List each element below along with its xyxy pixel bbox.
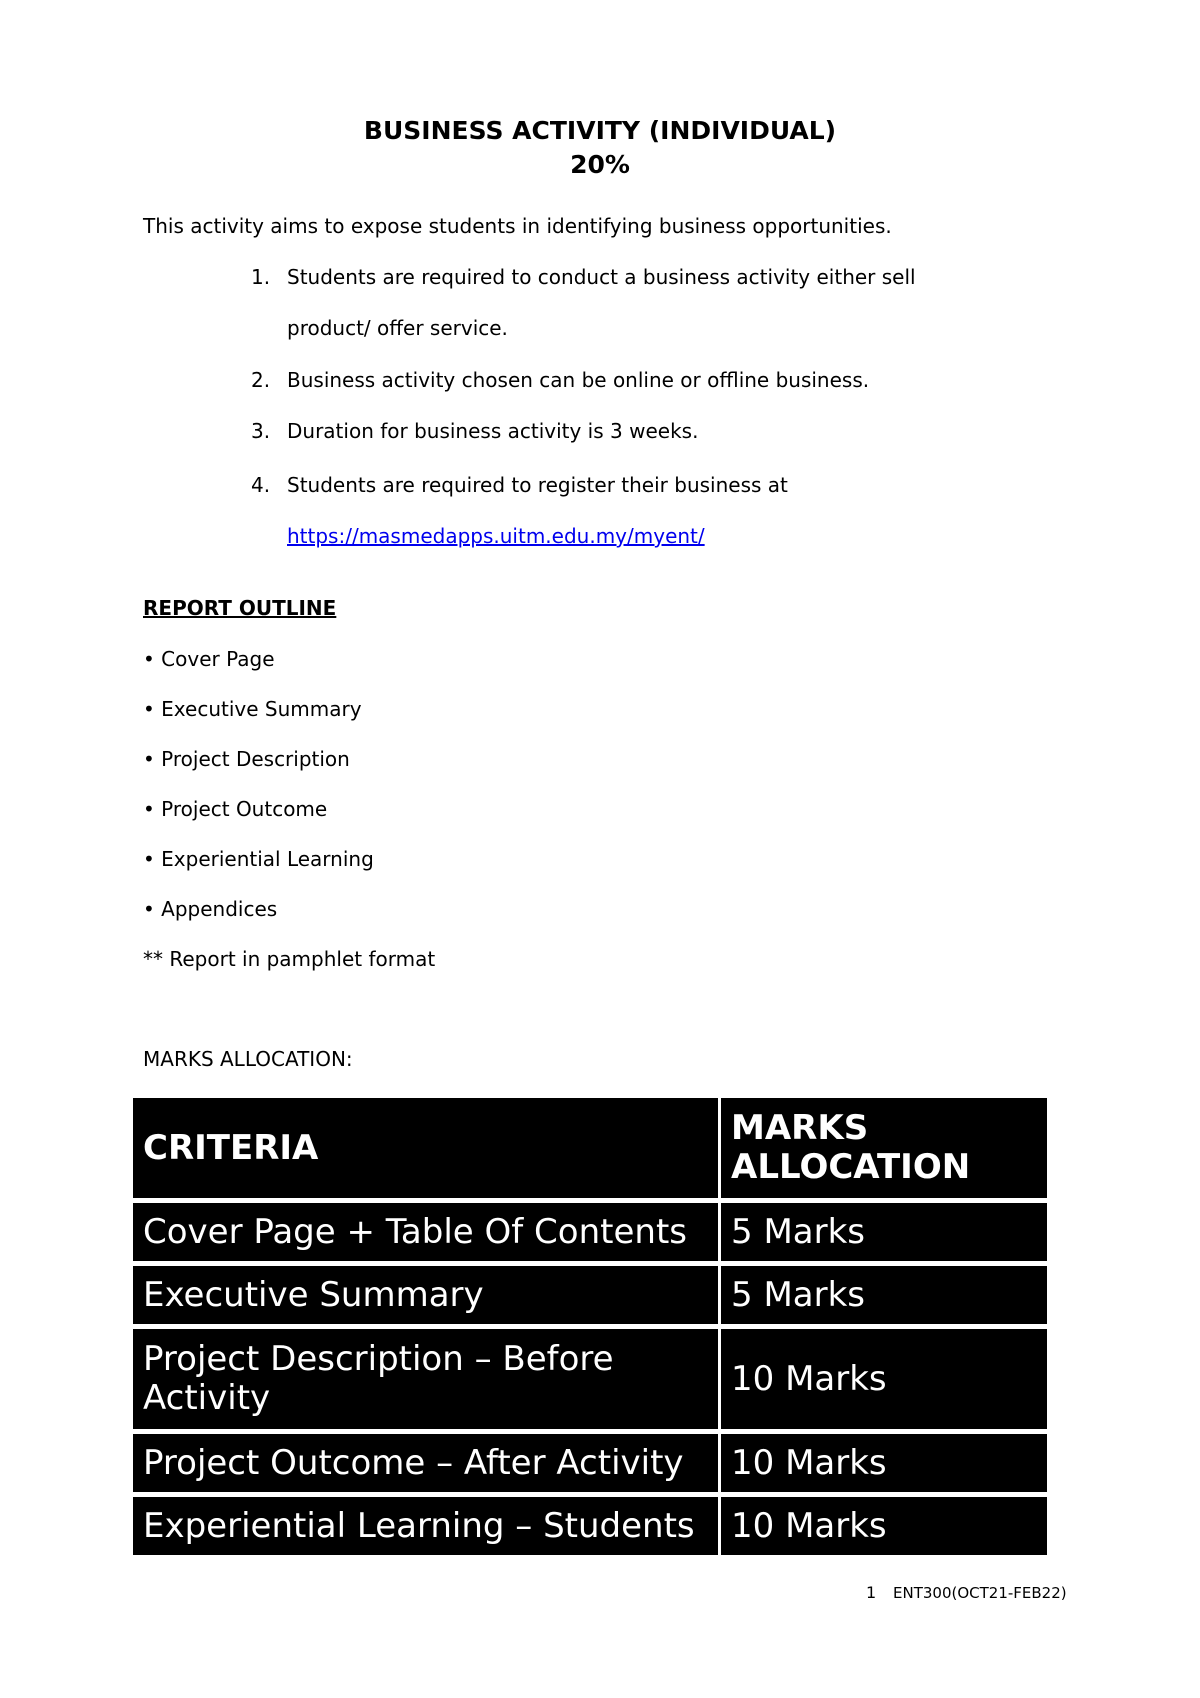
outline-item: • Appendices <box>143 897 278 921</box>
page-number: 1 <box>866 1583 877 1602</box>
criteria-cell: Project Outcome – After Activity <box>133 1434 721 1492</box>
criteria-cell: Cover Page + Table Of Contents <box>133 1203 721 1261</box>
marks-cell: 5 Marks <box>721 1266 1047 1324</box>
header-criteria: CRITERIA <box>133 1098 721 1198</box>
list-text-continuation: product/ offer service. <box>287 316 508 340</box>
outline-item: • Project Outcome <box>143 797 328 821</box>
list-number: 1. <box>251 265 271 289</box>
marks-cell: 10 Marks <box>721 1434 1047 1492</box>
outline-item: • Experiential Learning <box>143 847 374 871</box>
marks-cell: 5 Marks <box>721 1203 1047 1261</box>
list-text: Students are required to register their business at <box>287 473 788 497</box>
marks-cell: 10 Marks <box>721 1497 1047 1555</box>
marks-allocation-table <box>133 1093 1047 1560</box>
course-code: ENT300(OCT21-FEB22) <box>893 1584 1067 1602</box>
list-number: 4. <box>251 473 271 497</box>
document-title: BUSINESS ACTIVITY (INDIVIDUAL) <box>363 116 837 145</box>
marks-allocation-label: MARKS ALLOCATION: <box>143 1047 353 1071</box>
list-number: 3. <box>251 419 271 443</box>
marks-cell: 10 Marks <box>721 1329 1047 1429</box>
table-row <box>133 1329 1047 1429</box>
intro-paragraph: This activity aims to expose students in identifying business opportunities. <box>143 214 892 238</box>
table-row <box>133 1266 1047 1324</box>
registration-link[interactable]: https://masmedapps.uitm.edu.my/myent/ <box>287 524 705 548</box>
weightage-percent: 20% <box>570 150 630 179</box>
criteria-cell: Executive Summary <box>133 1266 721 1324</box>
report-format-note: ** Report in pamphlet format <box>143 947 436 971</box>
report-outline-heading: REPORT OUTLINE <box>143 596 337 620</box>
table-row <box>133 1203 1047 1261</box>
list-text: Business activity chosen can be online or offline business. <box>287 368 870 392</box>
table-row <box>133 1497 1047 1555</box>
header-marks: MARKS ALLOCATION <box>721 1098 1047 1198</box>
criteria-cell: Project Description – Before Activity <box>133 1329 721 1429</box>
criteria-cell: Experiential Learning – Students <box>133 1497 721 1555</box>
outline-item: • Executive Summary <box>143 697 362 721</box>
outline-item: • Project Description <box>143 747 350 771</box>
outline-item: • Cover Page <box>143 647 275 671</box>
list-number: 2. <box>251 368 271 392</box>
list-text: Duration for business activity is 3 weeks. <box>287 419 699 443</box>
list-text: Students are required to conduct a business activity either sell <box>287 265 916 289</box>
table-header-row <box>133 1098 1047 1198</box>
table-row <box>133 1434 1047 1492</box>
